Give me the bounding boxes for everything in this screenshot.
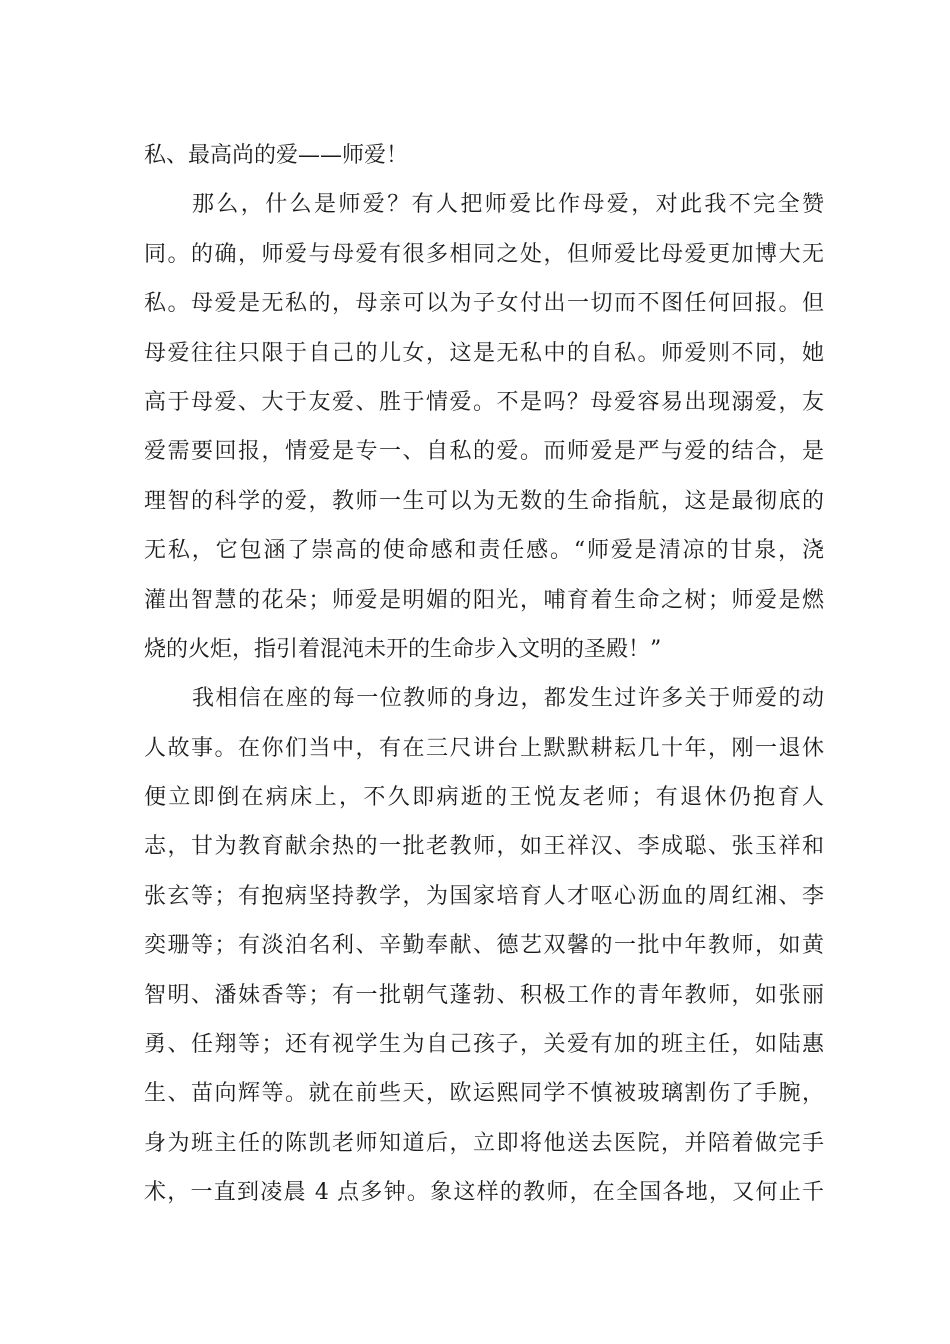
text-line: 身为班主任的陈凯老师知道后，立即将他送去医院，并陪着做完手: [144, 1130, 824, 1156]
text-line: 高于母爱、大于友爱、胜于情爱。不是吗？母爱容易出现溺爱，友: [144, 389, 824, 415]
text-line: 同。的确，师爱与母爱有很多相同之处，但师爱比母爱更加博大无: [144, 241, 824, 267]
text-line: 烧的火炬，指引着混沌未开的生命步入文明的圣殿！”: [144, 636, 662, 662]
text-line: 母爱往往只限于自己的儿女，这是无私中的自私。师爱则不同，她: [144, 340, 824, 366]
document-body: [144, 131, 824, 1218]
text-line: 私、最高尚的爱——师爱！: [144, 143, 409, 168]
text-line: 志，甘为教育献余热的一批老教师，如王祥汉、李成聪、张玉祥和: [144, 834, 824, 860]
text-line: 理智的科学的爱，教师一生可以为无数的生命指航，这是最彻底的: [144, 488, 824, 514]
text-line: 勇、任翔等；还有视学生为自己孩子，关爱有加的班主任，如陆惠: [144, 1032, 824, 1058]
text-line: 那么，什么是师爱？有人把师爱比作母爱，对此我不完全赞: [192, 192, 824, 218]
text-line: 灌出智慧的花朵；师爱是明媚的阳光，哺育着生命之树；师爱是燃: [144, 587, 824, 613]
text-line: 我相信在座的每一位教师的身边，都发生过许多关于师爱的动: [192, 686, 824, 712]
text-line: 张玄等；有抱病坚持教学，为国家培育人才呕心沥血的周红湘、李: [144, 883, 824, 909]
text-line: 爱需要回报，情爱是专一、自私的爱。而师爱是严与爱的结合，是: [144, 439, 824, 465]
text-line: 术，一直到凌晨 4 点多钟。象这样的教师，在全国各地，又何止千: [144, 1180, 824, 1206]
text-line: 便立即倒在病床上，不久即病逝的王悦友老师；有退休仍抱育人: [144, 785, 824, 811]
text-line: 无私，它包涵了崇高的使命感和责任感。“师爱是清凉的甘泉，浇: [144, 538, 824, 564]
text-line: 奕珊等；有淡泊名利、辛勤奉献、德艺双馨的一批中年教师，如黄: [144, 933, 824, 959]
text-line: 智明、潘妹香等；有一批朝气蓬勃、积极工作的青年教师，如张丽: [144, 982, 824, 1008]
text-line: 私。母爱是无私的，母亲可以为子女付出一切而不图任何回报。但: [144, 291, 824, 317]
text-line: 人故事。在你们当中，有在三尺讲台上默默耕耘几十年，刚一退休: [144, 735, 824, 761]
text-line: 生、苗向辉等。就在前些天，欧运熙同学不慎被玻璃割伤了手腕，: [144, 1081, 824, 1107]
